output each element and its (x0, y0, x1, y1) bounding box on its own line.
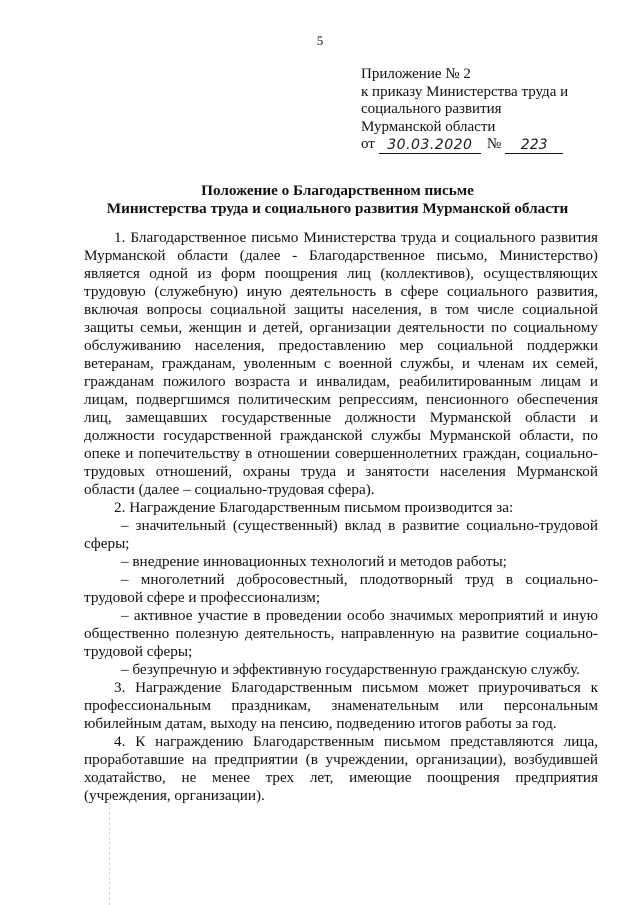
order-date: 30.03.2020 (379, 137, 481, 154)
title-line-1: Положение о Благодарственном письме (201, 182, 474, 199)
title-line-2: Министерства труда и социального развития Мурманской области (106, 200, 569, 217)
paragraph-4: 4. К награждению Благодарственным письмом представляются лица, проработавшие на предприятии (в учреждении, организации), возбудившей ходатайство, не менее трех лет, имеющие поощрения предприятия (учреждения, организации). (84, 733, 598, 804)
paragraph-2: 2. Награждение Благодарственным письмом производится за: (114, 499, 514, 516)
list-item: – безупречную и эффективную государственную гражданскую службу. (121, 661, 580, 678)
scan-margin-line (109, 792, 110, 905)
list-item: – активное участие в проведении особо значимых мероприятий и иную общественно полезную деятельность, направленную на развитие социально-трудовой сферы; (84, 607, 598, 660)
list-item: – внедрение инновационных технологий и методов работы; (121, 553, 507, 570)
document-body (84, 229, 598, 805)
list-item: – многолетний добросовестный, плодотворный труд в социально-трудовой сфере и профессионализм; (84, 571, 598, 606)
paragraph-3: 3. Награждение Благодарственным письмом может приурочиваться к профессиональным праздникам, знаменательным или персональным юбилейным датам, выходу на пенсию, подведению итогов работы за год. (84, 679, 598, 732)
list-item: – значительный (существенный) вклад в развитие социально-трудовой сферы; (84, 517, 598, 552)
appendix-line-2: к приказу Министерства труда и (361, 83, 569, 100)
document-title (60, 182, 615, 218)
page-number: 5 (316, 33, 324, 48)
appendix-line-1: Приложение № 2 (361, 66, 471, 82)
appendix-line-3: социального развития (361, 101, 502, 117)
from-label: от (361, 136, 375, 152)
order-date-number-line (361, 136, 568, 154)
paragraph-1: 1. Благодарственное письмо Министерства труда и социального развития Мурманской области (далее - Благодарственное письмо, Министерство) является одной из форм поощрения лиц (коллективов), осуществляющих трудовую (служебную) иную деятельность в сфере социального развития, включая вопросы социальной защиты населения, в том числе социальной защиты семьи, женщин и детей, организации деятельности по социальному обслуживанию населения, предоставлению мер социальной поддержки ветеранам, гражданам, уволенным с военной службы, и членам их семей, гражданам пожилого возраста и инвалидам, реабилитированным лицам и лицам, подвергшимся политическим репрессиям, пенсионного обеспечения лиц, замещавших государственные должности Мурманской области и должности государственной гражданской службы Мурманской области, по опеке и попечительству в отношении совершеннолетних граждан, социально-трудовых отношений, охраны труда и занятости населения Мурманской области (далее – социально-трудовая сфера). (84, 229, 598, 498)
appendix-header (361, 66, 568, 154)
number-label: № (486, 136, 502, 152)
appendix-line-4: Мурманской области (361, 118, 496, 135)
order-number: 223 (505, 137, 563, 154)
